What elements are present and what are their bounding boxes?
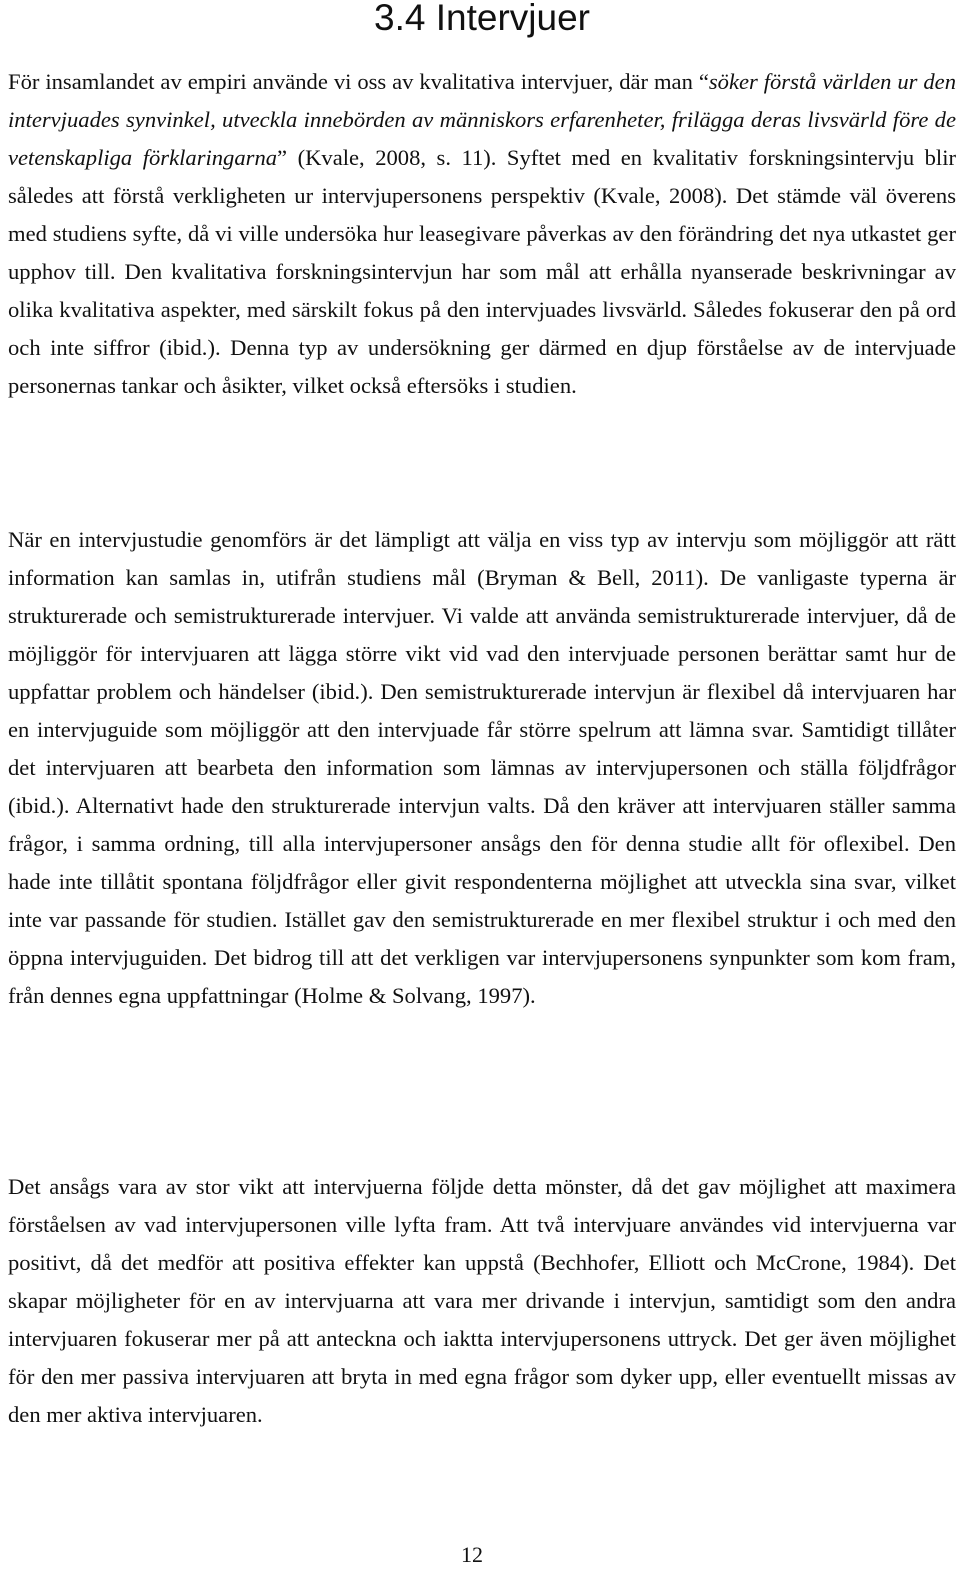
paragraph-3: Det ansågs vara av stor vikt att intervjuerna följde detta mönster, då det gav möjlighet att maximera förståelsen av vad intervjupersonen ville lyfta fram. Att två intervjuare användes vid intervjuerna var positivt, då det medför att positiva effekter kan uppstå (Bechhofer, Elliott och McCrone, 1984). Det skapar möjligheter för en av intervjuarna att vara mer drivande i intervjun, samtidigt som den andra intervjuaren fokuserar mer på att anteckna och iaktta intervjupersonens uttryck. Det ger även möjlighet för den mer passiva intervjuaren att bryta in med egna frågor som dyker upp, eller eventuellt missas av den mer aktiva intervjuaren. [8,1174,956,1427]
paragraph-1-rest: ” (Kvale, 2008, s. 11). Syftet med en kvalitativ forskningsintervju blir således att förstå verkligheten ur intervjupersonens perspektiv (Kvale, 2008). Det stämde väl överens med studiens syfte, då vi ville undersöka hur leasegivare påverkas av den förändring det nya utkastet ger upphov till. Den kvalitativa forskningsintervjun har som mål att erhålla nyanserade beskrivningar av olika kvalitativa aspekter, med särskilt fokus på den intervjuades livsvärld. Således fokuserar den på ord och inte siffror (ibid.). Denna typ av undersökning ger därmed en djup förståelse av de intervjuade personernas tankar och åsikter, vilket också eftersöks i studien. [8,145,956,398]
paragraph-1 [8,63,956,405]
paragraph-1-quote: söker förstå världen ur den intervjuades synvinkel, utveckla innebörden av människors erfarenheter, frilägga deras livsvärld före de vetenskapliga förklaringarna [8,69,957,170]
page-number: 12 [461,1542,483,1567]
paragraph-2: När en intervjustudie genomförs är det lämpligt att välja en viss typ av intervju som möjliggör att rätt information kan samlas in, utifrån studiens mål (Bryman & Bell, 2011). De vanligaste typerna är strukturerade och semistrukturerade intervjuer. Vi valde att använda semistrukturerade intervjuer, då de möjliggör för intervjuaren att lägga större vikt vid vad den intervjuade personen berättar samt hur de uppfattar problem och händelser (ibid.). Den semistrukturerade intervjun är flexibel då intervjuaren har en intervjuguide som möjliggör att den intervjuade får större spelrum att lämna svar. Samtidigt tillåter det intervjuaren att bearbeta den information som lämnas av intervjupersonen och ställa följdfrågor (ibid.). Alternativt hade den strukturerade intervjun valts. Då den kräver att intervjuaren ställer samma frågor, i samma ordning, till alla intervjupersoner ansågs den för denna studie allt för oflexibel. Den hade inte tillåtit spontana följdfrågor eller givit respondenterna möjlighet att utveckla sina svar, vilket inte var passande för studien. Istället gav den semistrukturerade en mer flexibel struktur i och med den öppna intervjuguiden. Det bidrog till att det verkligen var intervjupersonens synpunkter som kom fram, från dennes egna uppfattningar (Holme & Solvang, 1997). [8,527,956,1008]
paragraph-1-lead: För insamlandet av empiri använde vi oss av kvalitativa intervjuer, där man “ [8,69,709,94]
section-heading: 3.4 Intervjuer [374,0,590,38]
document-page [8,0,957,1427]
